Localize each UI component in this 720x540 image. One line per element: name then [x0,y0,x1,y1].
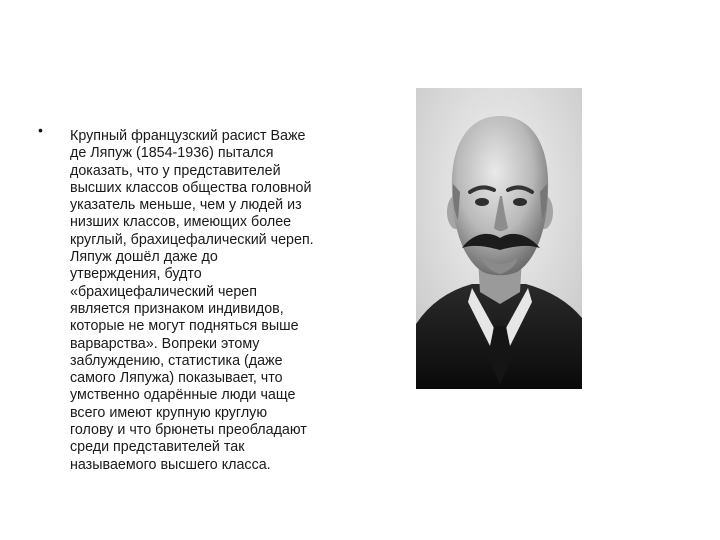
bullet-marker: • [38,122,43,138]
portrait-photo [416,88,582,389]
body-text: Крупный французский расист Важе де Ляпуж (1854-1936) пытался доказать, что у представителей высших классов общества головной указатель меньше, чем у людей из низших классов, имеющих более круглый, брахицефалический череп. Ляпуж дошёл даже до утверждения, будто «брахицефалический череп является признаком индивидов, которые не могут подняться выше варварства». Вопреки этому заблуждению, статистика (даже самого Ляпужа) показывает, что умственно одарённые люди чаще всего имеют крупную круглую голову и что брюнеты преобладают среди представителей так называемого высшего класса. [70,128,314,473]
